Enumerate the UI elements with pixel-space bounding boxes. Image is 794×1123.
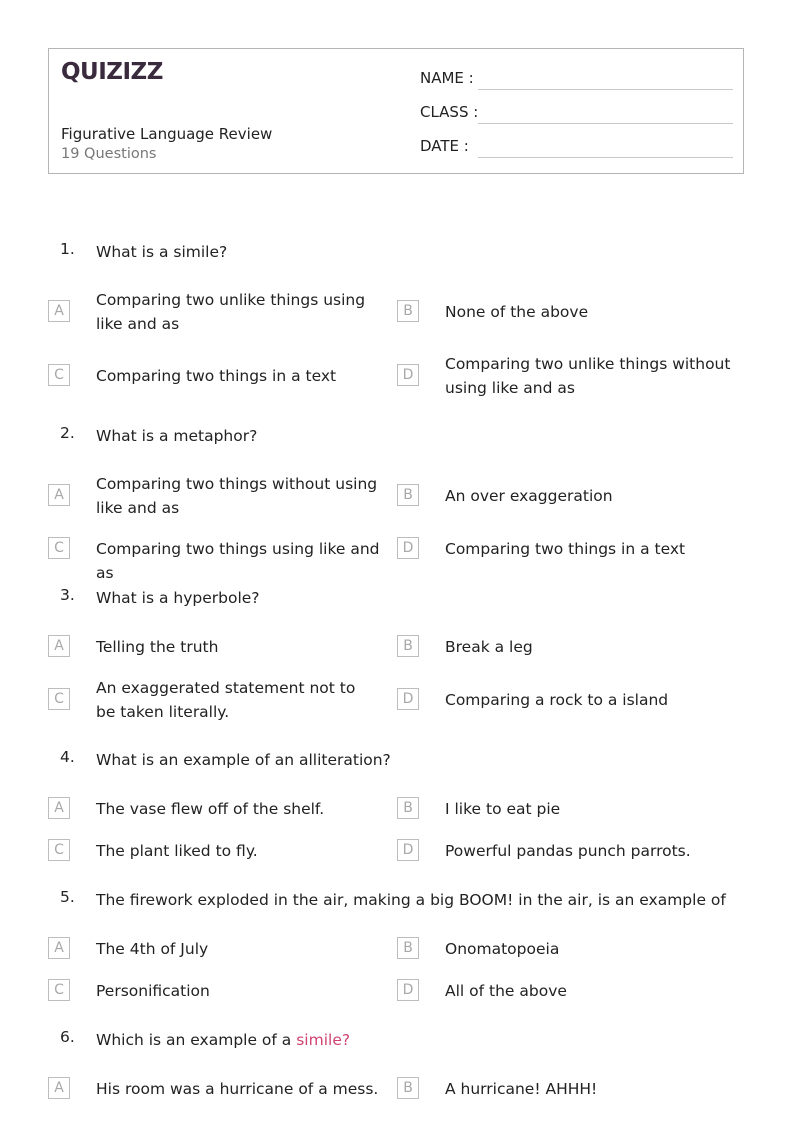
option-text: A hurricane! AHHH! (445, 1080, 598, 1098)
option-text: The vase flew off of the shelf. (96, 800, 325, 818)
option-letter[interactable]: B (397, 797, 419, 819)
option-letter[interactable]: D (397, 979, 419, 1001)
question-count: 19 Questions (61, 146, 157, 162)
date-label: DATE : (420, 137, 469, 155)
question-text (96, 1028, 350, 1052)
question-text: What is a simile? (96, 243, 228, 261)
option-letter[interactable]: D (397, 537, 419, 559)
option-letter[interactable]: A (48, 1077, 70, 1099)
question-text-main: Which is an example of a (96, 1031, 297, 1049)
option-text: I like to eat pie (445, 800, 561, 818)
question-text: What is a metaphor? (96, 427, 258, 445)
class-label: CLASS : (420, 103, 479, 121)
option-text: Powerful pandas punch parrots. (445, 842, 691, 860)
option-letter[interactable]: A (48, 797, 70, 819)
question-highlight: simile? (296, 1031, 351, 1049)
worksheet-header (48, 48, 744, 174)
question-text: The firework exploded in the air, making a big BOOM! in the air, is an example of (96, 891, 726, 909)
option-letter[interactable]: B (397, 1077, 419, 1099)
option-text: His room was a hurricane of a mess. (96, 1080, 379, 1098)
date-field[interactable] (478, 157, 733, 158)
option-text: An exaggerated statement not to be taken literally. (96, 679, 356, 721)
option-letter[interactable]: D (397, 839, 419, 861)
question-number: 2. (60, 424, 75, 442)
option-letter[interactable]: C (48, 364, 70, 386)
option-text: Personification (96, 982, 210, 1000)
name-field[interactable] (478, 89, 733, 90)
option-text: Comparing two things without using like and as (96, 475, 378, 517)
option-text: None of the above (445, 303, 589, 321)
option-letter[interactable]: C (48, 979, 70, 1001)
option-text: All of the above (445, 982, 567, 1000)
name-label: NAME : (420, 69, 474, 87)
question-number: 1. (60, 240, 75, 258)
question-number: 5. (60, 888, 75, 906)
option-letter[interactable]: A (48, 484, 70, 506)
option-letter[interactable]: B (397, 484, 419, 506)
option-letter[interactable]: C (48, 839, 70, 861)
option-text: Break a leg (445, 638, 533, 656)
option-letter[interactable]: A (48, 635, 70, 657)
worksheet-title: Figurative Language Review (61, 125, 273, 143)
quizizz-logo: QUIZIZZ (61, 59, 163, 85)
question-number: 3. (60, 586, 75, 604)
option-letter[interactable]: D (397, 364, 419, 386)
option-letter[interactable]: A (48, 300, 70, 322)
question-text: What is an example of an alliteration? (96, 751, 391, 769)
option-letter[interactable]: B (397, 937, 419, 959)
option-letter[interactable]: D (397, 688, 419, 710)
option-text: Comparing a rock to a island (445, 691, 669, 709)
option-letter[interactable]: B (397, 635, 419, 657)
option-text: The plant liked to fly. (96, 842, 258, 860)
option-text: An over exaggeration (445, 487, 613, 505)
option-text: Comparing two unlike things without using like and as (445, 355, 731, 397)
option-text: Telling the truth (96, 638, 219, 656)
option-text: Onomatopoeia (445, 940, 560, 958)
option-letter[interactable]: C (48, 688, 70, 710)
option-text: Comparing two things in a text (96, 367, 337, 385)
option-text: Comparing two unlike things using like and as (96, 291, 366, 333)
option-letter[interactable]: B (397, 300, 419, 322)
class-field[interactable] (478, 123, 733, 124)
option-text: Comparing two things using like and as (96, 540, 380, 582)
option-letter[interactable]: C (48, 537, 70, 559)
question-number: 6. (60, 1028, 75, 1046)
option-text: The 4th of July (96, 940, 209, 958)
question-number: 4. (60, 748, 75, 766)
option-letter[interactable]: A (48, 937, 70, 959)
option-text: Comparing two things in a text (445, 540, 686, 558)
question-text: What is a hyperbole? (96, 589, 260, 607)
